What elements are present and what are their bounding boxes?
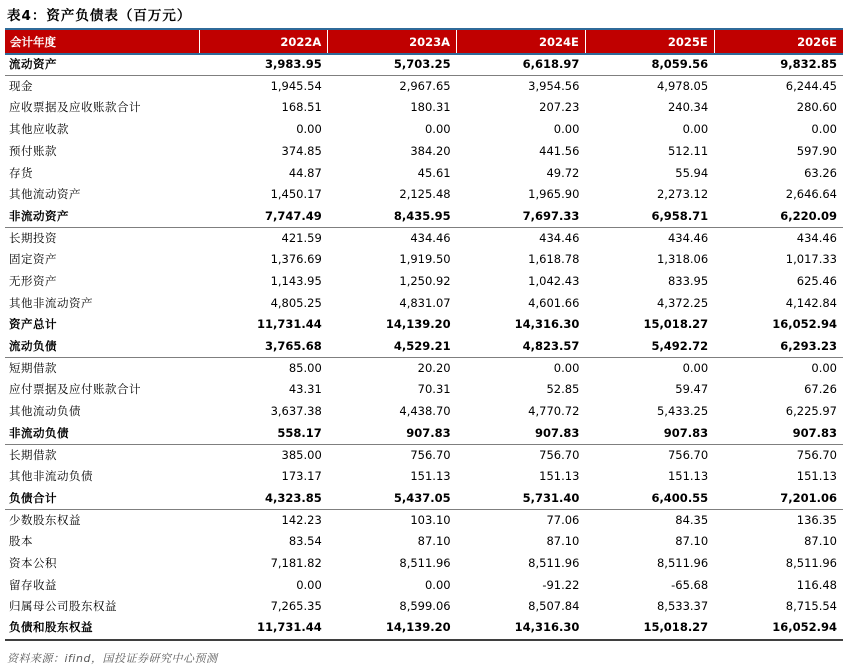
row-label: 现金 <box>9 79 33 94</box>
cell-value: 7,747.49 <box>199 206 328 228</box>
cell-value: 44.87 <box>288 165 322 180</box>
cell-value: -91.22 <box>542 577 580 592</box>
cell-value: 7,265.35 <box>270 599 322 614</box>
cell-value: 512.11 <box>667 143 709 158</box>
row-label: 流动负债 <box>5 336 199 358</box>
cell-value: 63.26 <box>804 165 837 180</box>
cell-value: 6,244.45 <box>785 79 837 94</box>
table-row <box>5 249 843 271</box>
cell-value: 16,052.94 <box>772 317 837 332</box>
cell-value: 87.10 <box>675 534 709 549</box>
header-2023a: 2023A <box>328 29 457 54</box>
cell-value: 1,945.54 <box>270 79 322 94</box>
table-row <box>5 293 843 315</box>
row-label: 资本公积 <box>9 555 57 570</box>
table-row <box>5 119 843 141</box>
cell-value: 43.31 <box>288 382 322 397</box>
table-row <box>5 358 843 380</box>
row-label: 归属母公司股东权益 <box>9 599 117 614</box>
cell-value: 4,770.72 <box>528 404 580 419</box>
table-row <box>5 488 843 510</box>
cell-value: 8,507.84 <box>528 599 580 614</box>
cell-value: 7,181.82 <box>270 555 322 570</box>
cell-value: 756.70 <box>539 447 580 462</box>
row-label: 负债合计 <box>5 488 199 510</box>
cell-value: 833.95 <box>667 273 709 288</box>
cell-value: 8,599.06 <box>399 599 451 614</box>
cell-value: 597.90 <box>796 143 837 158</box>
cell-value: 14,139.20 <box>328 618 457 640</box>
cell-value: 6,958.71 <box>585 206 714 228</box>
cell-value: 421.59 <box>281 230 322 245</box>
cell-value: 116.48 <box>796 577 837 592</box>
table-row <box>5 228 843 250</box>
table-row <box>5 379 843 401</box>
cell-value: 907.83 <box>328 423 457 445</box>
cell-value: 7,697.33 <box>457 206 586 228</box>
row-label: 留存收益 <box>9 577 57 592</box>
cell-value: 83.54 <box>288 534 322 549</box>
table-row <box>5 162 843 184</box>
header-fiscal-year: 会计年度 <box>10 34 56 49</box>
table-row <box>5 54 843 76</box>
cell-value: 441.56 <box>539 143 580 158</box>
cell-value: 87.10 <box>804 534 837 549</box>
cell-value: 70.31 <box>417 382 451 397</box>
cell-value: 8,059.56 <box>585 54 714 76</box>
cell-value: 4,831.07 <box>399 295 451 310</box>
cell-value: 0.00 <box>682 360 709 375</box>
cell-value: 45.61 <box>417 165 451 180</box>
cell-value: 136.35 <box>796 512 837 527</box>
row-label: 短期借款 <box>9 360 57 375</box>
cell-value: 87.10 <box>417 534 451 549</box>
cell-value: 434.46 <box>667 230 709 245</box>
row-label: 非流动资产 <box>5 206 199 228</box>
cell-value: 0.00 <box>553 122 580 137</box>
cell-value: 103.10 <box>410 512 451 527</box>
table-row <box>5 553 843 575</box>
cell-value: 240.34 <box>667 100 709 115</box>
cell-value: 0.00 <box>811 360 837 375</box>
cell-value: 180.31 <box>410 100 451 115</box>
cell-value: 3,637.38 <box>270 404 322 419</box>
cell-value: 8,715.54 <box>785 599 837 614</box>
cell-value: 85.00 <box>288 360 322 375</box>
cell-value: 1,017.33 <box>785 252 837 267</box>
cell-value: 280.60 <box>796 100 837 115</box>
cell-value: 4,142.84 <box>785 295 837 310</box>
cell-value: 173.17 <box>281 469 322 484</box>
header-2024e: 2024E <box>457 29 586 54</box>
cell-value: 0.00 <box>424 577 451 592</box>
cell-value: 8,511.96 <box>528 555 580 570</box>
cell-value: 11,731.44 <box>257 317 322 332</box>
cell-value: 0.00 <box>424 122 451 137</box>
row-label: 股本 <box>9 534 33 549</box>
table-row <box>5 466 843 488</box>
table-body <box>5 54 843 640</box>
cell-value: 16,052.94 <box>714 618 843 640</box>
cell-value: 434.46 <box>410 230 451 245</box>
row-label: 其他流动资产 <box>9 187 81 202</box>
cell-value: 151.13 <box>667 469 709 484</box>
table-row <box>5 596 843 618</box>
cell-value: 14,316.30 <box>457 618 586 640</box>
cell-value: 4,372.25 <box>656 295 709 310</box>
cell-value: 49.72 <box>546 165 580 180</box>
cell-value: 3,983.95 <box>199 54 328 76</box>
cell-value: 907.83 <box>585 423 714 445</box>
cell-value: 6,225.97 <box>785 404 837 419</box>
header-2025e: 2025E <box>585 29 714 54</box>
cell-value: 4,823.57 <box>457 336 586 358</box>
header-row <box>5 29 843 54</box>
cell-value: 5,492.72 <box>585 336 714 358</box>
row-label: 其他非流动负债 <box>9 469 93 484</box>
balance-sheet-table <box>5 28 843 641</box>
cell-value: 756.70 <box>667 447 709 462</box>
cell-value: 4,323.85 <box>199 488 328 510</box>
cell-value: 434.46 <box>539 230 580 245</box>
cell-value: 151.13 <box>796 469 837 484</box>
cell-value: 1,376.69 <box>270 252 322 267</box>
cell-value: 15,018.27 <box>585 618 714 640</box>
cell-value: 0.00 <box>811 122 837 137</box>
row-label: 非流动负债 <box>5 423 199 445</box>
header-2026e: 2026E <box>714 29 843 54</box>
row-label: 其他应收款 <box>9 122 69 137</box>
cell-value: 3,765.68 <box>199 336 328 358</box>
row-label: 负债和股东权益 <box>5 618 199 640</box>
cell-value: 4,438.70 <box>399 404 451 419</box>
cell-value: 1,143.95 <box>270 273 322 288</box>
cell-value: 5,433.25 <box>656 404 709 419</box>
cell-value: 151.13 <box>410 469 451 484</box>
cell-value: 6,220.09 <box>714 206 843 228</box>
cell-value: 2,125.48 <box>399 187 451 202</box>
cell-value: 14,316.30 <box>514 317 580 332</box>
cell-value: 2,273.12 <box>656 187 709 202</box>
cell-value: 5,731.40 <box>457 488 586 510</box>
table-row <box>5 444 843 466</box>
cell-value: 84.35 <box>675 512 709 527</box>
cell-value: 4,805.25 <box>270 295 322 310</box>
table-row <box>5 141 843 163</box>
cell-value: 1,965.90 <box>528 187 580 202</box>
cell-value: 907.83 <box>714 423 843 445</box>
cell-value: 151.13 <box>539 469 580 484</box>
source-note: 资料来源：ifind，国投证券研究中心预测 <box>7 651 218 665</box>
row-label: 长期借款 <box>9 447 57 462</box>
table-row <box>5 618 843 640</box>
cell-value: 5,437.05 <box>328 488 457 510</box>
cell-value: 374.85 <box>281 143 322 158</box>
cell-value: 20.20 <box>417 360 451 375</box>
cell-value: 1,618.78 <box>528 252 580 267</box>
cell-value: 9,832.85 <box>714 54 843 76</box>
cell-value: 77.06 <box>546 512 580 527</box>
cell-value: 1,450.17 <box>270 187 322 202</box>
cell-value: 7,201.06 <box>714 488 843 510</box>
cell-value: 0.00 <box>682 122 709 137</box>
row-label: 资产总计 <box>9 317 57 332</box>
cell-value: 8,435.95 <box>328 206 457 228</box>
cell-value: 1,318.06 <box>656 252 709 267</box>
row-label: 无形资产 <box>9 273 57 288</box>
cell-value: 625.46 <box>796 273 837 288</box>
cell-value: 5,703.25 <box>328 54 457 76</box>
row-label: 固定资产 <box>9 252 57 267</box>
cell-value: 8,511.96 <box>656 555 709 570</box>
table-row <box>5 206 843 228</box>
row-label: 流动资产 <box>5 54 199 76</box>
table-row <box>5 531 843 553</box>
cell-value: -65.68 <box>671 577 709 592</box>
cell-value: 6,400.55 <box>585 488 714 510</box>
table-row <box>5 97 843 119</box>
cell-value: 434.46 <box>796 230 837 245</box>
row-label: 预付账款 <box>9 143 57 158</box>
cell-value: 14,139.20 <box>385 317 451 332</box>
row-label: 其他非流动资产 <box>9 295 93 310</box>
cell-value: 52.85 <box>546 382 580 397</box>
cell-value: 907.83 <box>457 423 586 445</box>
table-header <box>5 29 843 54</box>
cell-value: 59.47 <box>675 382 709 397</box>
cell-value: 142.23 <box>281 512 322 527</box>
row-label: 长期投资 <box>9 230 57 245</box>
cell-value: 756.70 <box>796 447 837 462</box>
row-label: 少数股东权益 <box>9 512 81 527</box>
cell-value: 0.00 <box>296 122 322 137</box>
row-label: 存货 <box>9 165 33 180</box>
cell-value: 1,919.50 <box>399 252 451 267</box>
row-label: 其他流动负债 <box>9 404 81 419</box>
cell-value: 168.51 <box>281 100 322 115</box>
cell-value: 11,731.44 <box>199 618 328 640</box>
table-row <box>5 336 843 358</box>
cell-value: 6,618.97 <box>457 54 586 76</box>
table-row <box>5 314 843 336</box>
cell-value: 4,601.66 <box>528 295 580 310</box>
cell-value: 207.23 <box>539 100 580 115</box>
cell-value: 4,978.05 <box>656 79 709 94</box>
table-row <box>5 184 843 206</box>
row-label: 应收票据及应收账款合计 <box>9 100 141 115</box>
table-row <box>5 271 843 293</box>
cell-value: 8,511.96 <box>399 555 451 570</box>
cell-value: 0.00 <box>553 360 580 375</box>
table-row <box>5 401 843 423</box>
cell-value: 2,967.65 <box>399 79 451 94</box>
cell-value: 558.17 <box>199 423 328 445</box>
cell-value: 385.00 <box>281 447 322 462</box>
table-row <box>5 76 843 98</box>
table-row <box>5 575 843 597</box>
cell-value: 8,511.96 <box>785 555 837 570</box>
cell-value: 4,529.21 <box>328 336 457 358</box>
cell-value: 384.20 <box>410 143 451 158</box>
cell-value: 756.70 <box>410 447 451 462</box>
cell-value: 67.26 <box>804 382 837 397</box>
cell-value: 6,293.23 <box>714 336 843 358</box>
table-row <box>5 509 843 531</box>
cell-value: 1,042.43 <box>528 273 580 288</box>
table-title: 表4：资产负债表（百万元） <box>7 8 192 24</box>
cell-value: 8,533.37 <box>656 599 709 614</box>
cell-value: 87.10 <box>546 534 580 549</box>
header-2022a: 2022A <box>199 29 328 54</box>
cell-value: 2,646.64 <box>785 187 837 202</box>
cell-value: 15,018.27 <box>643 317 709 332</box>
table-row <box>5 423 843 445</box>
cell-value: 0.00 <box>296 577 322 592</box>
cell-value: 3,954.56 <box>528 79 580 94</box>
cell-value: 55.94 <box>675 165 709 180</box>
row-label: 应付票据及应付账款合计 <box>9 382 141 397</box>
cell-value: 1,250.92 <box>399 273 451 288</box>
